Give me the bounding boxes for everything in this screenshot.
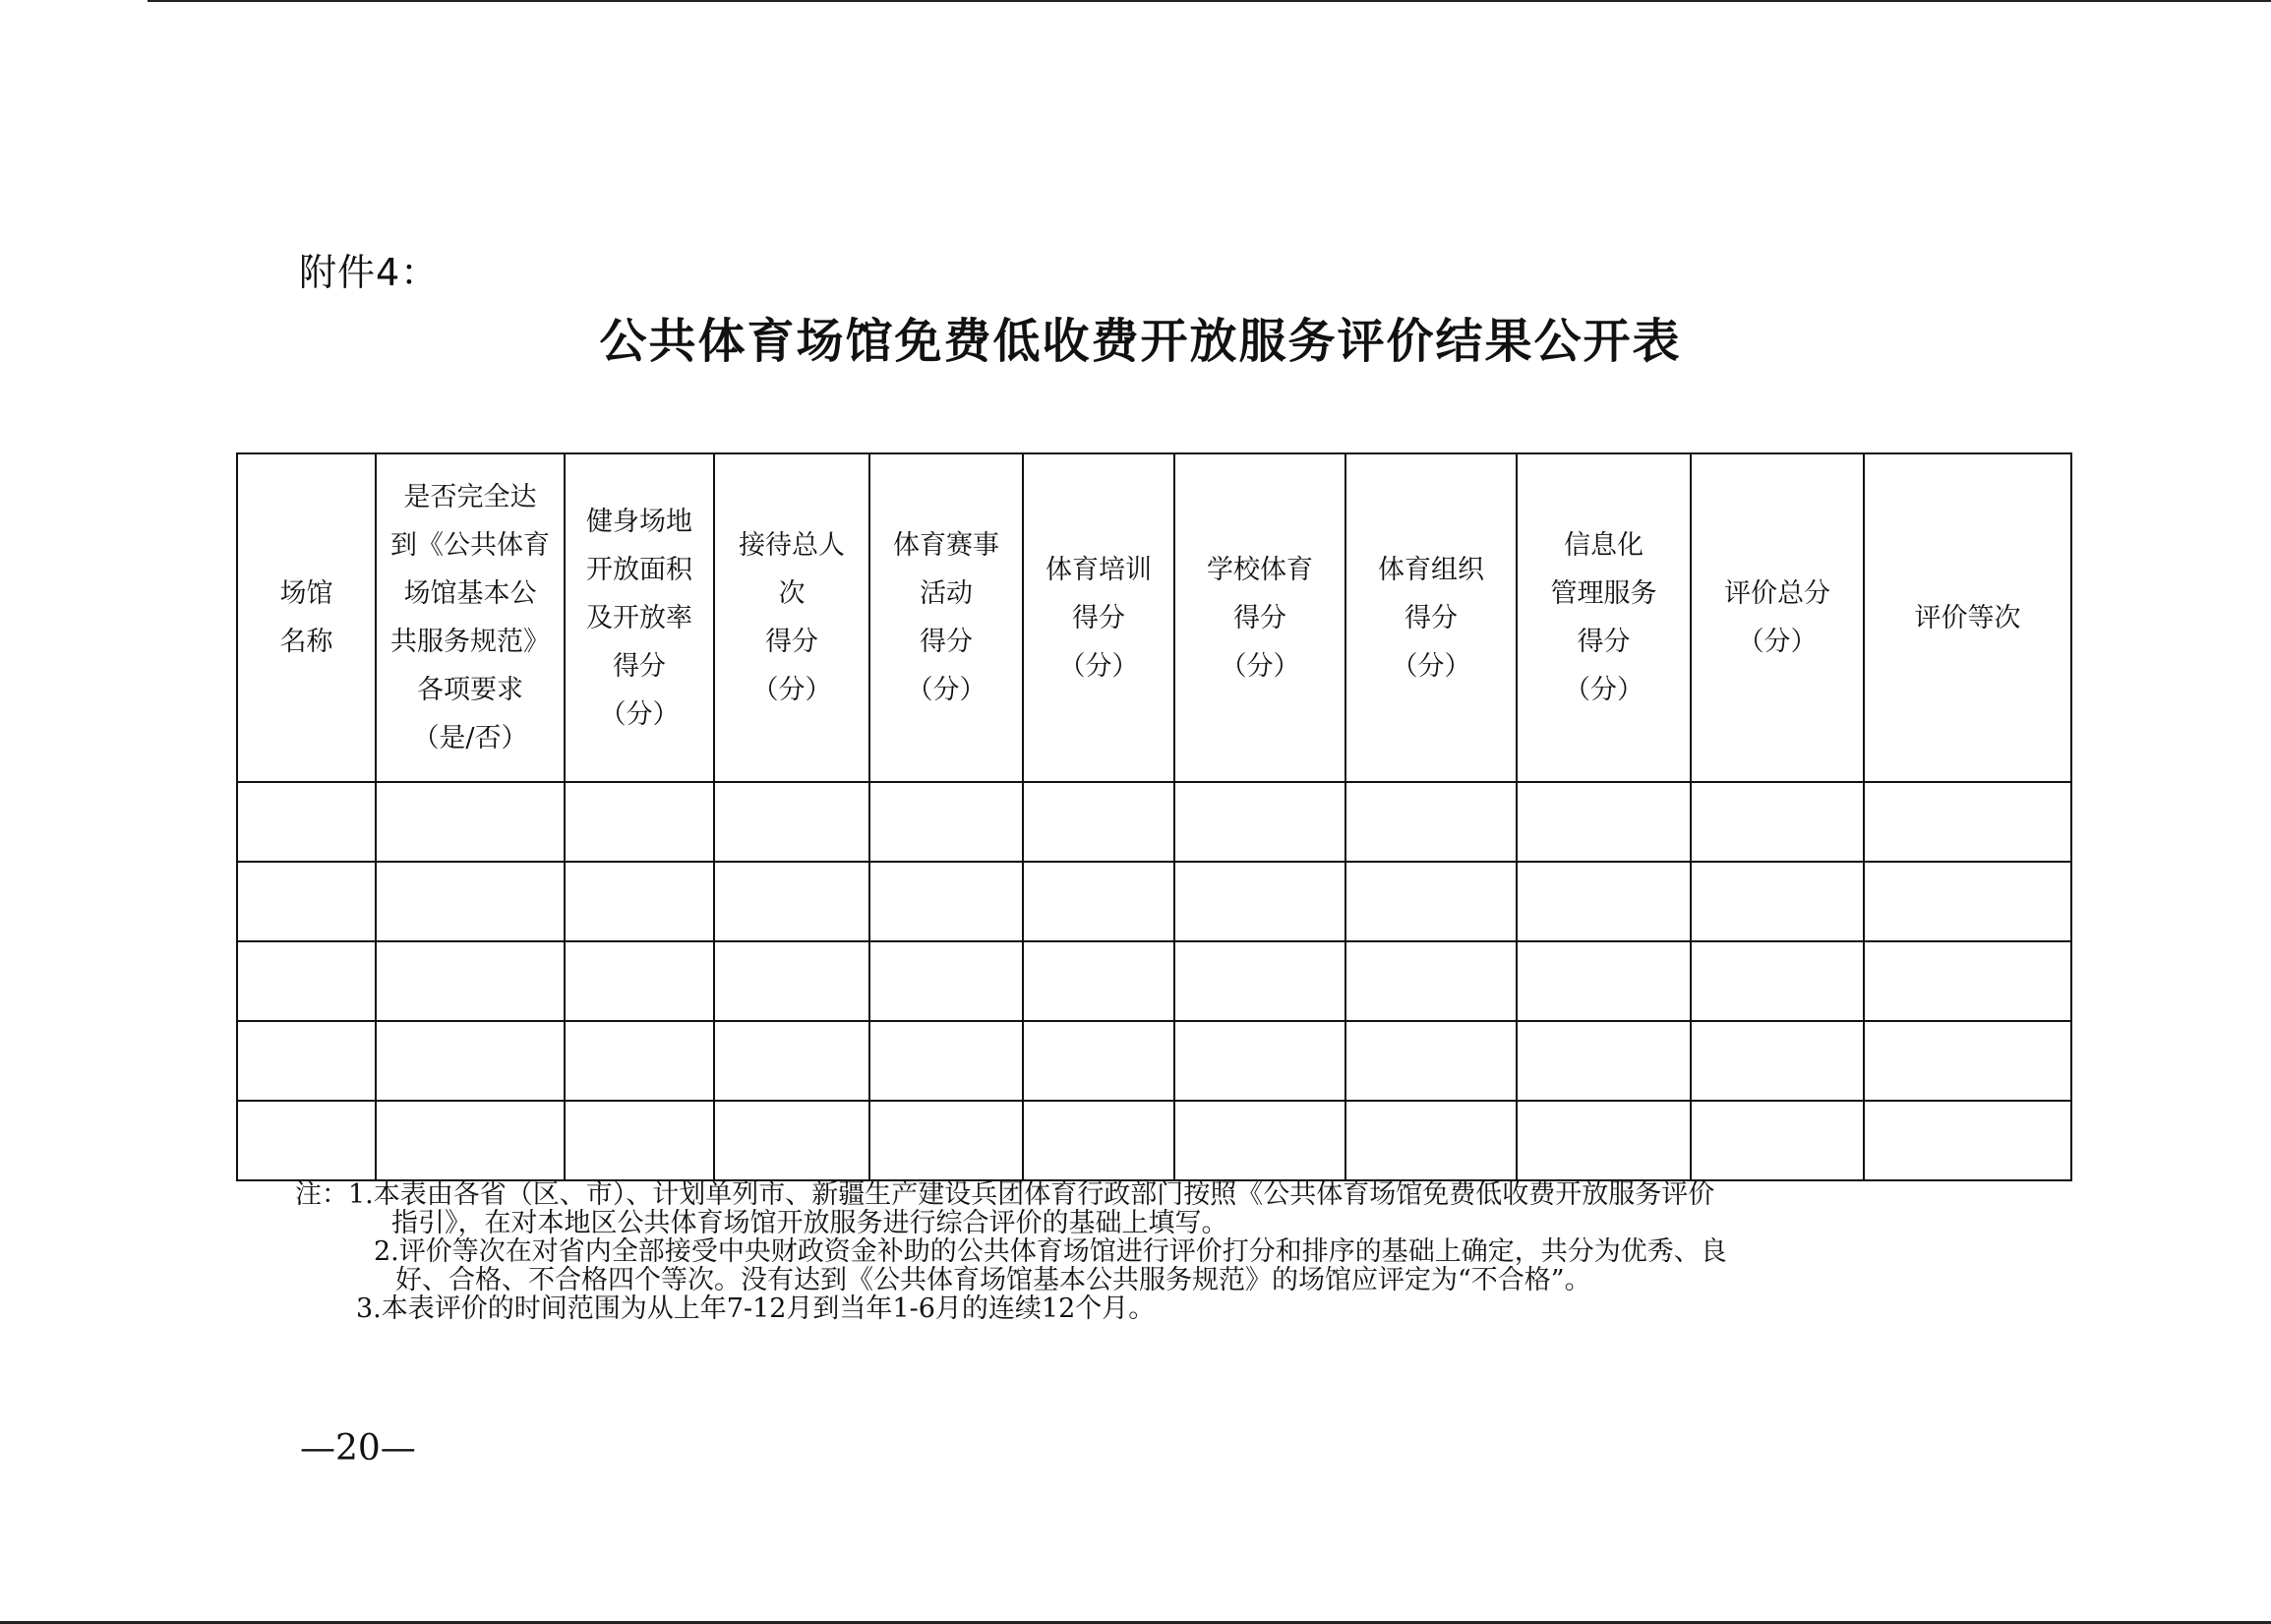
table-cell [869,1021,1023,1101]
header-line: （分） [1737,627,1818,657]
header-line: 场馆 [279,578,333,609]
table-cell [1691,1101,1864,1180]
table-cell [714,1101,869,1180]
annex-label: 附件4： [299,251,440,294]
table-cell [869,941,1023,1021]
table-cell [869,1101,1023,1180]
table-cell [1517,941,1691,1021]
table-cell [1691,782,1864,862]
table-cell [565,1021,714,1101]
header-venue-name [237,453,376,782]
table-row [237,862,2071,941]
header-line: 名称 [279,627,333,657]
document-title: 公共体育场馆免费低收费开放服务评价结果公开表 [599,314,1682,369]
note-2-continued: 好、合格、不合格四个等次。没有达到《公共体育场馆基本公共服务规范》的场馆应评定为“不合格”。 [395,1265,1591,1295]
table-cell [376,1101,565,1180]
header-line: 得分 [1233,602,1286,633]
table-cell [237,862,376,941]
header-line: 学校体育 [1207,554,1313,585]
header-line: （分） [1564,675,1643,705]
table-cell [1517,1101,1691,1180]
table-cell [1345,862,1517,941]
header-meets-standard [376,453,565,782]
header-line: 信息化 [1564,530,1643,561]
table-cell [1864,941,2071,1021]
table-cell [1691,941,1864,1021]
table-row [237,1101,2071,1180]
header-line: 得分 [1072,602,1125,633]
header-visitors-score [714,453,869,782]
table-cell [1023,1021,1174,1101]
table-notes [295,1180,2026,1323]
table-cell [714,1021,869,1101]
table-cell [1174,941,1345,1021]
evaluation-results-table [236,452,2072,1181]
note-2: 2.评价等次在对省内全部接受中央财政资金补助的公共体育场馆进行评价打分和排序的基础上确定，共分为优秀、良 [374,1236,1727,1267]
header-line: 体育培训 [1046,554,1152,585]
table-cell [1023,1101,1174,1180]
table-row [237,782,2071,862]
table-header-row [237,453,2071,782]
table-cell [1864,862,2071,941]
header-line: 评价等次 [1914,602,2021,633]
header-events-score [869,453,1023,782]
table-cell [1691,862,1864,941]
table-cell [714,941,869,1021]
header-line: （分） [751,675,832,705]
table-cell [1174,862,1345,941]
header-line: 是否完全达 [403,482,537,512]
table-cell [237,1101,376,1180]
table-cell [1517,782,1691,862]
table-cell [714,862,869,941]
table-cell [565,862,714,941]
header-line: 评价总分 [1724,578,1830,609]
header-line: 得分 [1404,602,1458,633]
table-row [237,941,2071,1021]
header-line: （分） [1058,650,1139,682]
table-row [237,1021,2071,1101]
table-cell [376,941,565,1021]
table-cell [1174,1021,1345,1101]
table-cell [237,1021,376,1101]
table-body [237,782,2071,1180]
table-cell [1023,941,1174,1021]
header-line: 到《公共体育 [390,530,550,561]
table-cell [869,862,1023,941]
table-cell [565,941,714,1021]
header-line: 各项要求 [417,675,523,705]
header-line: 体育赛事 [893,530,999,561]
table-cell [1345,1021,1517,1101]
header-line: （分） [1391,650,1471,682]
table-cell [376,862,565,941]
header-line: （分） [1220,650,1300,682]
table-cell [1864,782,2071,862]
header-training-score [1023,453,1174,782]
note-1: 注：1.本表由各省（区、市）、计划单列市、新疆生产建设兵团体育行政部门按照《公共体育场馆免费低收费开放服务评价 [295,1179,1715,1210]
header-line: 共服务规范》 [390,627,550,657]
table-cell [1517,862,1691,941]
header-line: 得分 [613,650,666,682]
header-line: 及开放率 [586,602,692,633]
header-line: 开放面积 [586,554,692,585]
header-total-score [1691,453,1864,782]
header-line: 得分 [1577,627,1631,657]
table-cell [376,782,565,862]
table-cell [1864,1021,2071,1101]
header-line: 得分 [920,627,973,657]
table-cell [1864,1101,2071,1180]
header-line: 场馆基本公 [403,578,537,609]
table-cell [565,782,714,862]
table-cell [1345,941,1517,1021]
note-1-continued: 指引》，在对本地区公共体育场馆开放服务进行综合评价的基础上填写。 [391,1208,1228,1238]
header-evaluation-grade [1864,453,2071,782]
header-line: 健身场地 [586,506,692,537]
header-line: （是/否） [412,723,528,753]
header-line: （分） [599,698,680,730]
table-cell [1345,1101,1517,1180]
header-line: （分） [906,675,986,705]
header-line: 次 [778,578,806,609]
table-cell [869,782,1023,862]
table-cell [1345,782,1517,862]
header-line: 管理服务 [1550,578,1657,609]
table-cell [1174,1101,1345,1180]
page-number: —20— [300,1428,416,1469]
table-cell [376,1021,565,1101]
note-3: 3.本表评价的时间范围为从上年7-12月到当年1-6月的连续12个月。 [356,1293,1156,1324]
header-fitness-area-score [565,453,714,782]
table-cell [237,941,376,1021]
table-cell [1691,1021,1864,1101]
header-line: 体育组织 [1378,554,1484,585]
header-informatization-score [1517,453,1691,782]
header-school-sports-score [1174,453,1345,782]
table-cell [565,1101,714,1180]
header-line: 接待总人 [739,530,845,561]
table-cell [1023,862,1174,941]
table-cell [1174,782,1345,862]
table-cell [1517,1021,1691,1101]
header-line: 活动 [920,578,973,609]
table-cell [237,782,376,862]
table-cell [1023,782,1174,862]
table-cell [714,782,869,862]
header-organization-score [1345,453,1517,782]
header-line: 得分 [765,627,818,657]
page-top-edge [148,0,2271,2]
